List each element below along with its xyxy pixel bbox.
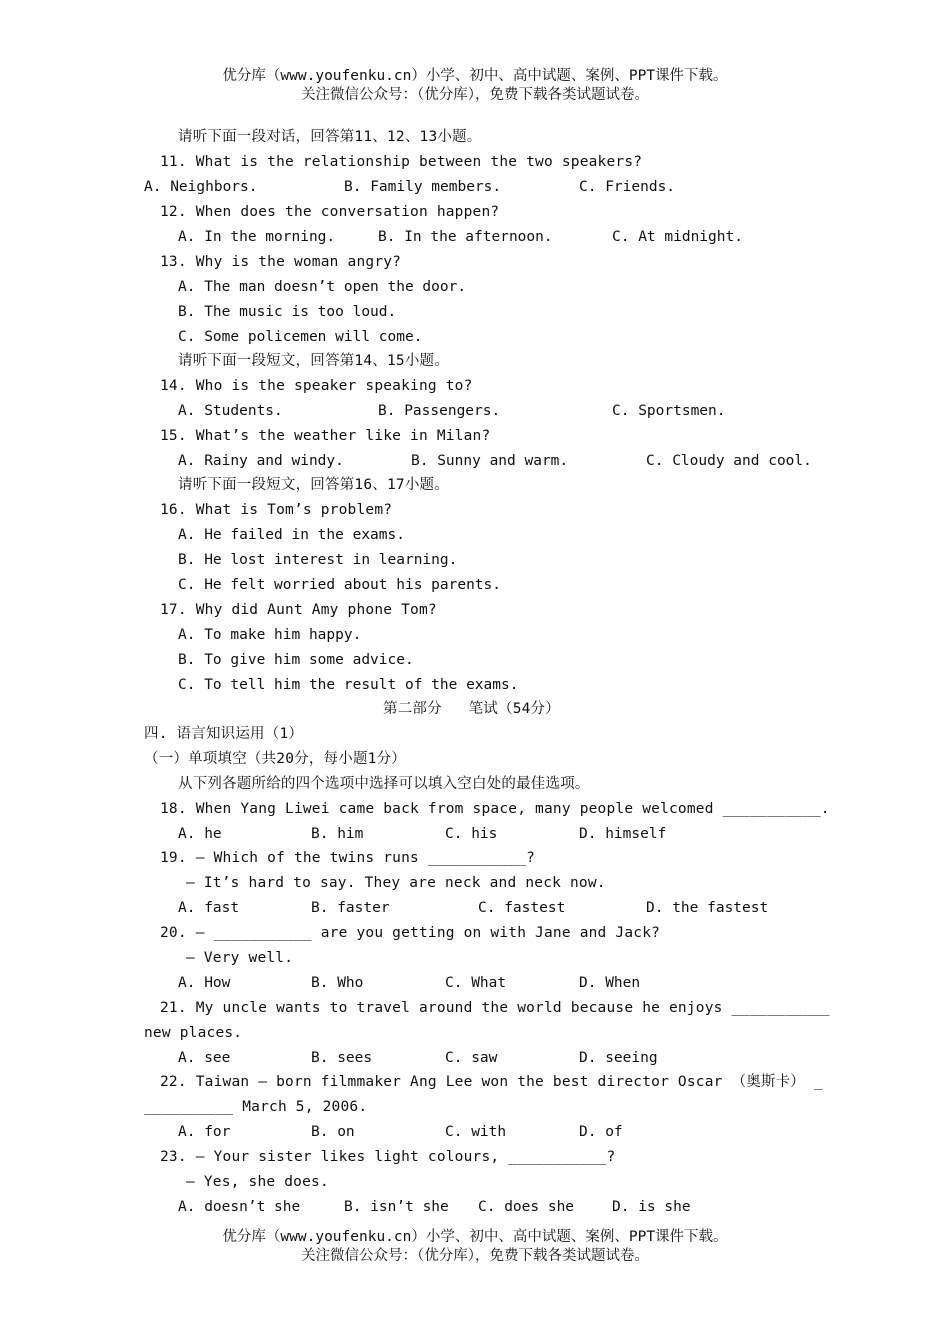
q23-stem: 23. — Your sister likes light colours, ___________? xyxy=(160,1149,616,1165)
q21-option-d: D. seeing xyxy=(579,1050,658,1066)
q20-option-b: B. Who xyxy=(311,975,364,991)
q16-option-c: C. He felt worried about his parents. xyxy=(178,577,502,593)
q22-stem: 22. Taiwan — born filmmaker Ang Lee won the best director Oscar （奥斯卡） _ xyxy=(160,1074,823,1090)
q11-option-b: B. Family members. xyxy=(344,179,502,195)
q15-stem: 15. What’s the weather like in Milan? xyxy=(160,428,491,444)
q15-option-a: A. Rainy and windy. xyxy=(178,453,344,469)
intro-14-15: 请听下面一段短文，回答第14、15小题。 xyxy=(178,353,449,369)
q15-option-b: B. Sunny and warm. xyxy=(411,453,569,469)
q12-option-a: A. In the morning. xyxy=(178,229,336,245)
q20-reply: — Very well. xyxy=(186,950,294,966)
q23-option-b: B. isn’t she xyxy=(344,1199,449,1215)
q17-stem: 17. Why did Aunt Amy phone Tom? xyxy=(160,602,437,618)
instruction-text: 从下列各题所给的四个选项中选择可以填入空白处的最佳选项。 xyxy=(178,776,590,792)
footer-line-1: 优分库（www.youfenku.cn）小学、初中、高中试题、案例、PPT课件下载。 xyxy=(222,1229,728,1245)
q23-option-a: A. doesn’t she xyxy=(178,1199,301,1215)
q14-option-b: B. Passengers. xyxy=(378,403,501,419)
q14-option-c: C. Sportsmen. xyxy=(612,403,726,419)
intro-11-13: 请听下面一段对话，回答第11、12、13小题。 xyxy=(178,129,482,145)
q13-option-c: C. Some policemen will come. xyxy=(178,329,423,345)
q21-stem-continued: new places. xyxy=(144,1025,243,1041)
q19-reply: — It’s hard to say. They are neck and neck now. xyxy=(186,875,606,891)
q22-option-c: C. with xyxy=(445,1124,507,1140)
q21-option-a: A. see xyxy=(178,1050,231,1066)
q15-option-c: C. Cloudy and cool. xyxy=(646,453,812,469)
q13-option-b: B. The music is too loud. xyxy=(178,304,397,320)
footer-line-2: 关注微信公众号：（优分库），免费下载各类试题试卷。 xyxy=(301,1248,649,1264)
header-line-2: 关注微信公众号：（优分库），免费下载各类试题试卷。 xyxy=(301,87,649,103)
q20-option-a: A. How xyxy=(178,975,231,991)
section-four-title: 四. 语言知识运用（1） xyxy=(144,726,304,742)
q20-option-c: C. What xyxy=(445,975,507,991)
q13-stem: 13. Why is the woman angry? xyxy=(160,254,402,270)
q16-stem: 16. What is Tom’s problem? xyxy=(160,502,393,518)
q12-stem: 12. When does the conversation happen? xyxy=(160,204,500,220)
q21-option-b: B. sees xyxy=(311,1050,373,1066)
q17-option-a: A. To make him happy. xyxy=(178,627,362,643)
q16-option-a: A. He failed in the exams. xyxy=(178,527,405,543)
q17-option-c: C. To tell him the result of the exams. xyxy=(178,677,519,693)
intro-16-17: 请听下面一段短文，回答第16、17小题。 xyxy=(178,477,449,493)
part-two-title: 第二部分 笔试（54分） xyxy=(383,701,560,717)
q19-option-c: C. fastest xyxy=(478,900,566,916)
q19-option-b: B. faster xyxy=(311,900,390,916)
q18-option-a: A. he xyxy=(178,826,222,842)
q18-option-d: D. himself xyxy=(579,826,667,842)
q11-option-c: C. Friends. xyxy=(579,179,676,195)
q18-option-b: B. him xyxy=(311,826,364,842)
q23-reply: — Yes, she does. xyxy=(186,1174,329,1190)
subsection-one-title: （一）单项填空（共20分，每小题1分） xyxy=(144,751,406,767)
q14-option-a: A. Students. xyxy=(178,403,283,419)
q19-option-d: D. the fastest xyxy=(646,900,769,916)
q22-option-a: A. for xyxy=(178,1124,231,1140)
q14-stem: 14. Who is the speaker speaking to? xyxy=(160,378,473,394)
q11-option-a: A. Neighbors. xyxy=(144,179,258,195)
q17-option-b: B. To give him some advice. xyxy=(178,652,414,668)
q22-option-d: D. of xyxy=(579,1124,623,1140)
q16-option-b: B. He lost interest in learning. xyxy=(178,552,458,568)
q20-stem: 20. — ___________ are you getting on with Jane and Jack? xyxy=(160,925,661,941)
q22-stem-continued: __________ March 5, 2006. xyxy=(144,1099,368,1115)
q12-option-c: C. At midnight. xyxy=(612,229,743,245)
q11-stem: 11. What is the relationship between the two speakers? xyxy=(160,154,643,170)
q18-option-c: C. his xyxy=(445,826,498,842)
q19-option-a: A. fast xyxy=(178,900,240,916)
q19-stem: 19. — Which of the twins runs ___________? xyxy=(160,850,536,866)
q18-stem: 18. When Yang Liwei came back from space, many people welcomed ___________. xyxy=(160,801,830,817)
q21-stem: 21. My uncle wants to travel around the world because he enjoys ___________ xyxy=(160,1000,830,1016)
q12-option-b: B. In the afternoon. xyxy=(378,229,553,245)
q22-option-b: B. on xyxy=(311,1124,355,1140)
q23-option-c: C. does she xyxy=(478,1199,575,1215)
header-line-1: 优分库（www.youfenku.cn）小学、初中、高中试题、案例、PPT课件下载。 xyxy=(222,68,728,84)
q13-option-a: A. The man doesn’t open the door. xyxy=(178,279,467,295)
q23-option-d: D. is she xyxy=(612,1199,691,1215)
q21-option-c: C. saw xyxy=(445,1050,498,1066)
q20-option-d: D. When xyxy=(579,975,641,991)
